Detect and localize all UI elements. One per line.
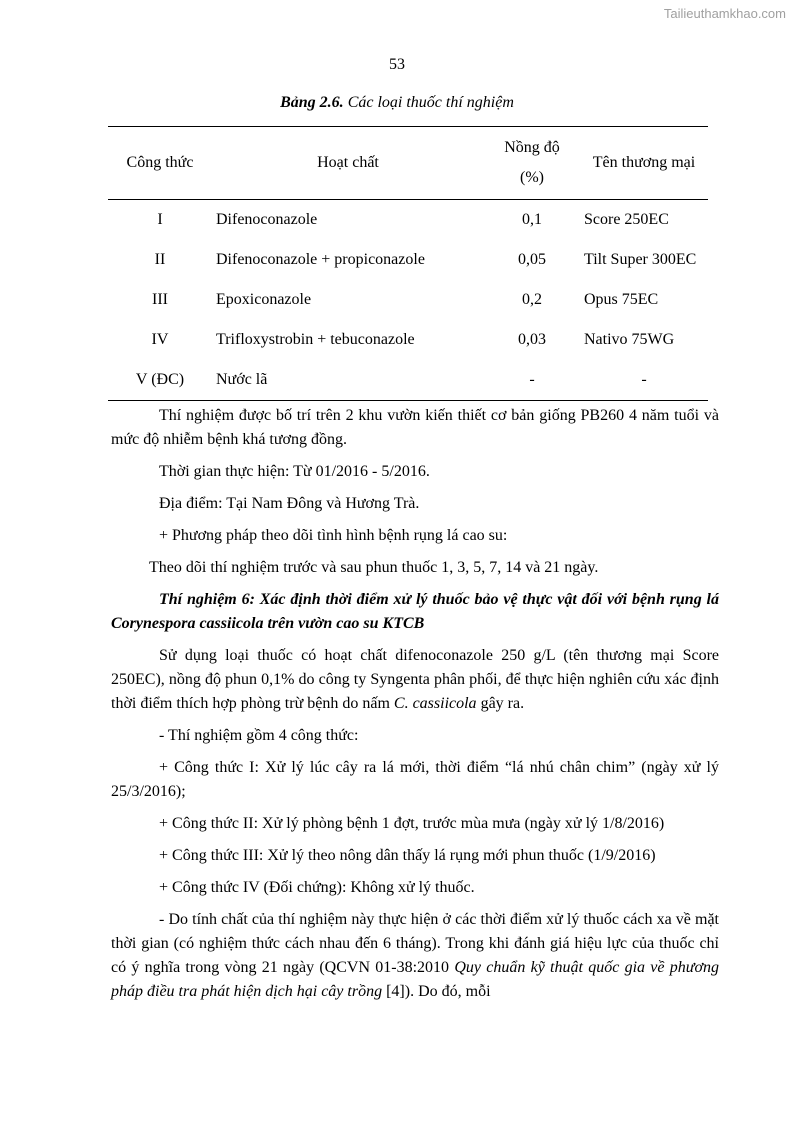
paragraph-formula-count: - Thí nghiệm gồm 4 công thức: bbox=[159, 727, 359, 744]
cell-active-ingredient: Difenoconazole + propiconazole bbox=[216, 251, 425, 268]
table-row bbox=[108, 360, 708, 401]
cell-formula: I bbox=[157, 211, 163, 228]
cell-concentration: 0,03 bbox=[518, 331, 546, 348]
watermark: Tailieuthamkhao.com bbox=[663, 6, 786, 21]
paragraph-timing-note bbox=[111, 908, 719, 1004]
cell-concentration: 0,1 bbox=[522, 211, 542, 228]
paragraph-fungicide-text: Sử dụng loại thuốc có hoạt chất difenoconazole 250 g/L (tên thương mại Score 250EC), nồng độ phun 0,1% do công ty Syngenta phân phối, để thực hiện nghiên cứu xác định thời điểm thích hợp phòng trừ bệnh do nấm bbox=[111, 647, 719, 712]
cell-trade-name: - bbox=[641, 371, 647, 388]
cell-active-ingredient: Trifloxystrobin + tebuconazole bbox=[216, 331, 415, 348]
header-active-ingredient: Hoạt chất bbox=[317, 154, 379, 171]
paragraph-formula-1: + Công thức I: Xử lý lúc cây ra lá mới, thời điểm “lá nhú chân chim” (ngày xử lý 25/3/2016); bbox=[111, 759, 719, 800]
cell-formula: IV bbox=[151, 331, 169, 348]
paragraph-location: Địa điểm: Tại Nam Đông và Hương Trà. bbox=[159, 495, 420, 512]
paragraph-timing-text: - Do tính chất của thí nghiệm này thực hiện ở các thời điểm xử lý thuốc cách xa về mặt thời gian (có nghiệm thức cách nhau đến 6 tháng). Trong khi đánh giá hiệu lực của thuốc chỉ có ý nghĩa trong vòng 21 ngày (QCVN 01-38:2010 bbox=[111, 911, 719, 976]
section-heading-experiment-6: Thí nghiệm 6: Xác định thời điểm xử lý thuốc bảo vệ thực vật đối với bệnh rụng lá Corynespora cassiicola trên vườn cao su KTCB bbox=[111, 591, 719, 632]
cell-active-ingredient: Difenoconazole bbox=[216, 211, 318, 228]
paragraph-fungicide-end: gây ra. bbox=[476, 695, 525, 712]
regulation-title: Quy chuẩn kỹ thuật quốc gia về phương pháp điều tra phát hiện dịch hại cây trồng bbox=[111, 959, 719, 1000]
table-caption bbox=[0, 94, 794, 112]
cell-concentration: 0,05 bbox=[518, 251, 546, 268]
paragraph-fungicide bbox=[111, 644, 719, 716]
header-formula: Công thức bbox=[126, 154, 194, 171]
header-concentration-label: Nồng độ bbox=[504, 139, 560, 156]
paragraph-method: + Phương pháp theo dõi tình hình bệnh rụng lá cao su: bbox=[159, 527, 508, 544]
cell-active-ingredient: Epoxiconazole bbox=[216, 291, 312, 308]
paragraph-time: Thời gian thực hiện: Từ 01/2016 - 5/2016. bbox=[159, 463, 430, 480]
paragraph-monitoring: Theo dõi thí nghiệm trước và sau phun thuốc 1, 3, 5, 7, 14 và 21 ngày. bbox=[149, 559, 599, 576]
cell-active-ingredient: Nước lã bbox=[216, 371, 268, 388]
table-row bbox=[108, 280, 708, 320]
paragraph-timing-end: [4]). Do đó, mỗi bbox=[382, 983, 491, 1000]
table-caption-title: Các loại thuốc thí nghiệm bbox=[343, 94, 514, 111]
cell-formula: V (ĐC) bbox=[135, 371, 185, 388]
pesticide-table bbox=[108, 126, 708, 401]
paragraph-formula-2: + Công thức II: Xử lý phòng bệnh 1 đợt, trước mùa mưa (ngày xử lý 1/8/2016) bbox=[159, 815, 665, 832]
cell-trade-name: Nativo 75WG bbox=[584, 331, 675, 348]
table-header-row bbox=[108, 127, 708, 200]
cell-trade-name: Tilt Super 300EC bbox=[584, 251, 697, 268]
table-row bbox=[108, 200, 708, 241]
cell-concentration: - bbox=[529, 371, 535, 388]
paragraph-experiment-setup: Thí nghiệm được bố trí trên 2 khu vườn kiến thiết cơ bản giống PB260 4 năm tuổi và mức độ nhiễm bệnh khá tương đồng. bbox=[111, 407, 719, 448]
body-text bbox=[111, 404, 719, 1012]
table-caption-label: Bảng 2.6. bbox=[280, 94, 344, 111]
paragraph-formula-3: + Công thức III: Xử lý theo nông dân thấy lá rụng mới phun thuốc (1/9/2016) bbox=[159, 847, 656, 864]
cell-formula: III bbox=[152, 291, 168, 308]
table-row bbox=[108, 320, 708, 360]
cell-formula: II bbox=[154, 251, 166, 268]
header-concentration-unit: (%) bbox=[520, 169, 544, 186]
header-concentration bbox=[484, 127, 580, 200]
paragraph-formula-4: + Công thức IV (Đối chứng): Không xử lý thuốc. bbox=[159, 879, 475, 896]
page-number: 53 bbox=[389, 56, 405, 73]
cell-trade-name: Score 250EC bbox=[584, 211, 669, 228]
species-name: C. cassiicola bbox=[393, 695, 477, 712]
cell-concentration: 0,2 bbox=[522, 291, 542, 308]
header-trade-name: Tên thương mại bbox=[592, 154, 696, 171]
cell-trade-name: Opus 75EC bbox=[584, 291, 659, 308]
table-row bbox=[108, 240, 708, 280]
